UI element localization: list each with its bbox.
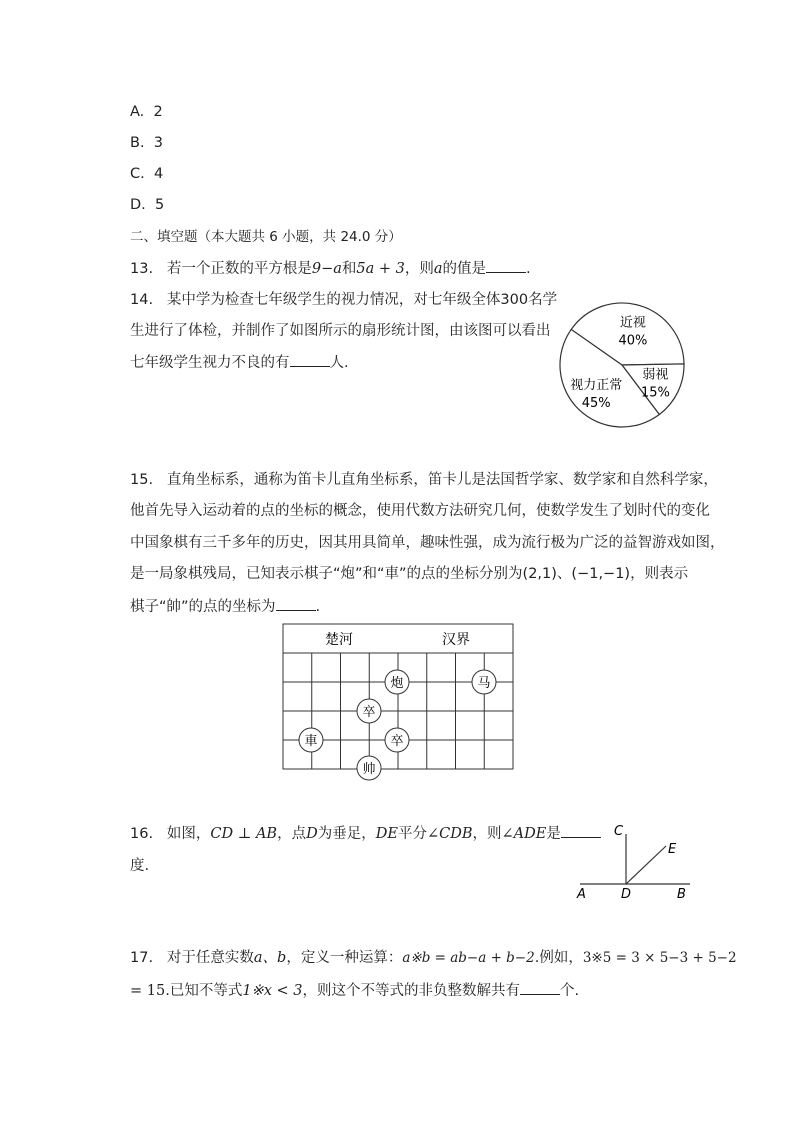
point-c-label: C: [614, 824, 624, 839]
pie-category-label-1: 视力正常: [570, 377, 623, 393]
section-heading: 二、填空题（本大题共 6 小题，共 24.0 分）: [130, 229, 402, 245]
question-14-line-2: 生进行了体检，并制作了如图所示的扇形统计图，由该图可以看出: [130, 323, 551, 339]
answer-blank: [276, 596, 316, 611]
question-14-line-1: 14. 某中学为检查七年级学生的视力情况，对七年级全体300名学: [130, 292, 558, 308]
river-right-label: 汉界: [442, 632, 470, 648]
question-16-line-2: 度.: [130, 858, 150, 874]
pie-category-label-0: 近视: [619, 315, 646, 331]
point-e-label: E: [668, 842, 677, 857]
question-15-line-2: 他首先导入运动着的点的坐标的概念，使用代数方法研究几何，使数学发生了划时代的变化: [130, 503, 710, 519]
question-15-line-3: 中国象棋有三千多年的历史，因其用具简单，趣味性强，成为流行极为广泛的益智游戏如图，: [130, 535, 725, 551]
question-17-line-1: 17. 对于任意实数a、b，定义一种运算：a※b = ab−a + b−2.例如，3※5 = 3 × 5−3 + 5−2: [130, 950, 737, 966]
question-14-line-3: 七年级学生视力不良的有 人.: [130, 352, 349, 373]
answer-blank: [520, 980, 560, 995]
river-left-label: 楚河: [325, 632, 353, 648]
question-13: 13. 若一个正数的平方根是9−a和5a + 3，则a的值是 .: [130, 258, 531, 279]
svg-text:马: 马: [477, 676, 491, 691]
piece-pao: [385, 670, 409, 694]
piece-zu-2: [385, 728, 409, 752]
question-15-line-5: 棋子“帥”的点的坐标为 .: [130, 596, 320, 617]
pie-value-label-0: 40%: [618, 333, 648, 349]
point-a-label: A: [577, 887, 586, 902]
point-d-label: D: [621, 887, 632, 902]
svg-text:卒: 卒: [390, 734, 404, 749]
question-15-line-1: 15. 直角坐标系，通称为笛卡儿直角坐标系，笛卡儿是法国哲学家、数学家和自然科学家，: [130, 472, 718, 488]
point-b-label: B: [677, 887, 686, 902]
svg-text:卒: 卒: [362, 705, 376, 720]
option-b: B. 3: [130, 135, 164, 151]
option-c: C. 4: [130, 166, 164, 182]
piece-ju: [299, 728, 323, 752]
svg-text:炮: 炮: [390, 676, 404, 691]
answer-blank: [486, 258, 526, 273]
pie-value-label-2: 15%: [640, 385, 670, 401]
pie-chart: [552, 302, 692, 432]
pie-category-label-2: 弱视: [642, 367, 669, 383]
piece-ma: [472, 670, 496, 694]
question-15-line-4: 是一局象棋残局，已知表示棋子“炮”和“車”的点的坐标分别为(2,1)、(−1,−1)，则表示: [130, 566, 689, 582]
option-d: D. 5: [130, 197, 165, 213]
piece-shuai: [357, 756, 381, 780]
piece-zu-1: [357, 699, 381, 723]
question-16-line-1: 16. 如图，CD ⊥ AB，点D为垂足，DE平分∠CDB，则∠ADE是: [130, 823, 601, 844]
answer-blank: [290, 352, 330, 367]
question-17-line-2: = 15.已知不等式1※x < 3，则这个不等式的非负整数解共有 个.: [130, 980, 579, 1001]
pie-value-label-1: 45%: [581, 395, 611, 411]
option-a: A. 2: [130, 104, 163, 120]
chess-board: [280, 622, 516, 784]
angle-figure: [572, 820, 696, 906]
svg-text:帅: 帅: [362, 762, 376, 777]
svg-text:車: 車: [304, 734, 318, 749]
